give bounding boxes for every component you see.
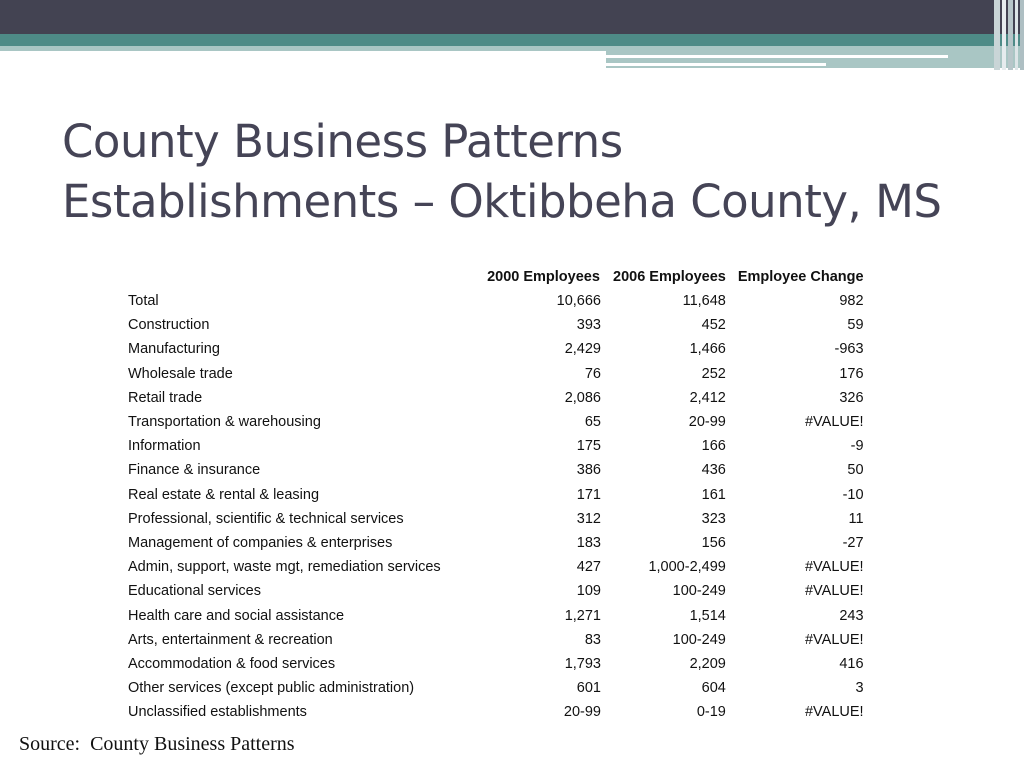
- header-dark-band: [0, 0, 1024, 34]
- table-row: [122, 386, 870, 410]
- row-employee-change: #VALUE!: [804, 583, 864, 600]
- table-row: [122, 337, 870, 361]
- header-right-stripes: [994, 0, 1024, 70]
- table-row: [122, 313, 870, 337]
- row-2006-employees: 156: [701, 534, 726, 551]
- row-employee-change: 982: [839, 293, 864, 310]
- table-row: [122, 483, 870, 507]
- header-employee-change: Employee Change: [737, 269, 864, 285]
- row-category: Admin, support, waste mgt, remediation services: [128, 559, 441, 576]
- row-2000-employees: 109: [576, 583, 601, 600]
- header-category: [122, 265, 480, 289]
- table-row: [122, 289, 870, 313]
- row-2006-employees: 604: [701, 680, 726, 697]
- row-category: Transportation & warehousing: [128, 414, 321, 431]
- row-employee-change: -10: [842, 486, 864, 503]
- table-row: [122, 700, 870, 724]
- row-employee-change: -9: [850, 438, 864, 455]
- row-2000-employees: 83: [584, 631, 601, 648]
- table-row: [122, 531, 870, 555]
- row-category: Other services (except public administration): [128, 680, 415, 697]
- row-2006-employees: 100-249: [672, 631, 726, 648]
- row-category: Arts, entertainment & recreation: [128, 631, 333, 648]
- table-row: [122, 579, 870, 603]
- row-2000-employees: 183: [576, 534, 601, 551]
- row-2006-employees: 1,514: [689, 607, 726, 624]
- row-2006-employees: 166: [701, 438, 726, 455]
- row-employee-change: #VALUE!: [804, 631, 864, 648]
- header-teal-band: [0, 34, 1024, 46]
- row-2000-employees: 601: [576, 680, 601, 697]
- table-row: [122, 362, 870, 386]
- table-row: [122, 458, 870, 482]
- row-2000-employees: 1,271: [564, 607, 601, 624]
- row-category: Real estate & rental & leasing: [128, 486, 320, 503]
- row-employee-change: #VALUE!: [804, 414, 864, 431]
- row-category: Wholesale trade: [128, 365, 233, 382]
- row-category: Accommodation & food services: [128, 655, 336, 672]
- header-accent-line: [606, 55, 948, 58]
- row-2006-employees: 436: [701, 462, 726, 479]
- establishments-table: [122, 265, 870, 724]
- row-2006-employees: 2,209: [689, 655, 726, 672]
- row-employee-change: 326: [839, 389, 864, 406]
- row-2000-employees: 393: [576, 317, 601, 334]
- table-row: [122, 507, 870, 531]
- row-2000-employees: 171: [576, 486, 601, 503]
- header-2006-employees: 2006 Employees: [613, 269, 726, 285]
- header-2000-employees: 2000 Employees: [487, 269, 600, 285]
- row-category: Manufacturing: [128, 341, 220, 358]
- row-category: Retail trade: [128, 389, 203, 406]
- row-2006-employees: 252: [701, 365, 726, 382]
- header-accent-line-short: [606, 63, 826, 66]
- header-light-band-left: [0, 46, 606, 51]
- row-2006-employees: 20-99: [688, 414, 726, 431]
- row-2000-employees: 386: [576, 462, 601, 479]
- row-category: Educational services: [128, 583, 261, 600]
- source-note: Source: County Business Patterns: [19, 733, 295, 755]
- table-row: [122, 628, 870, 652]
- row-2006-employees: 1,466: [689, 341, 726, 358]
- row-employee-change: -27: [842, 534, 864, 551]
- row-2006-employees: 161: [701, 486, 726, 503]
- row-2000-employees: 20-99: [563, 704, 601, 721]
- row-2006-employees: 1,000-2,499: [648, 559, 726, 576]
- row-2006-employees: 11,648: [682, 293, 726, 310]
- row-category: Information: [128, 438, 201, 455]
- row-2006-employees: 0-19: [696, 704, 726, 721]
- row-employee-change: 11: [848, 510, 864, 527]
- row-employee-change: 243: [839, 607, 864, 624]
- row-employee-change: 3: [855, 680, 864, 697]
- row-2006-employees: 323: [701, 510, 726, 527]
- row-2006-employees: 2,412: [689, 389, 726, 406]
- table-row: [122, 410, 870, 434]
- row-employee-change: -963: [834, 341, 864, 358]
- row-category: Total: [128, 293, 159, 310]
- row-2006-employees: 100-249: [672, 583, 726, 600]
- row-2000-employees: 2,429: [564, 341, 601, 358]
- row-category: Professional, scientific & technical services: [128, 510, 404, 527]
- row-2000-employees: 175: [576, 438, 601, 455]
- row-2000-employees: 2,086: [564, 389, 601, 406]
- row-category: Health care and social assistance: [128, 607, 345, 624]
- row-2000-employees: 312: [576, 510, 601, 527]
- slide-title-line-2: Establishments – Oktibbeha County, MS: [62, 175, 942, 228]
- table-row: [122, 434, 870, 458]
- row-2000-employees: 65: [584, 414, 601, 431]
- row-2000-employees: 427: [576, 559, 601, 576]
- row-employee-change: 176: [839, 365, 864, 382]
- table-row: [122, 555, 870, 579]
- row-2000-employees: 10,666: [556, 293, 601, 310]
- row-employee-change: 50: [847, 462, 864, 479]
- table-row: [122, 676, 870, 700]
- slide-title: [62, 112, 941, 232]
- slide-title-line-1: County Business Patterns: [62, 115, 623, 168]
- row-2000-employees: 1,793: [564, 655, 601, 672]
- table-body: [122, 289, 870, 724]
- row-category: Finance & insurance: [128, 462, 261, 479]
- row-category: Construction: [128, 317, 210, 334]
- row-employee-change: #VALUE!: [804, 559, 864, 576]
- table-row: [122, 603, 870, 627]
- row-employee-change: 416: [839, 655, 864, 672]
- table-row: [122, 652, 870, 676]
- row-employee-change: #VALUE!: [804, 704, 864, 721]
- row-2006-employees: 452: [701, 317, 726, 334]
- row-category: Management of companies & enterprises: [128, 534, 393, 551]
- table-header-row: [122, 265, 870, 289]
- row-employee-change: 59: [847, 317, 864, 334]
- row-category: Unclassified establishments: [128, 704, 307, 721]
- row-2000-employees: 76: [584, 365, 601, 382]
